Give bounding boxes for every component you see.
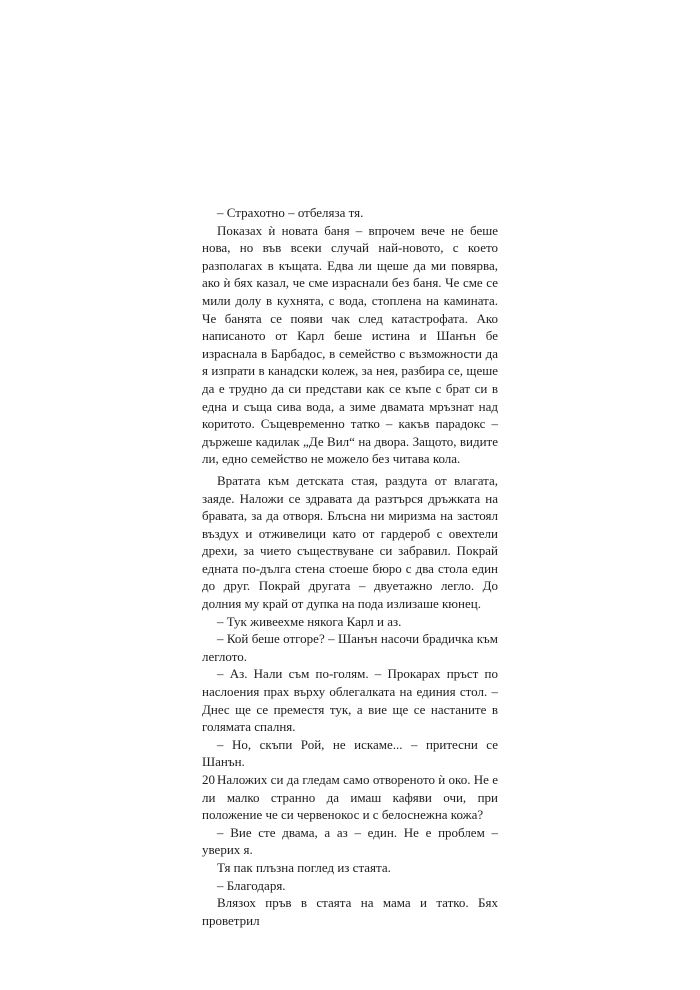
paragraph: Влязох пръв в стаята на мама и татко. Бях проветрил	[202, 895, 498, 928]
paragraph: – Но, скъпи Рой, не искаме... – притесни се Шанън.	[202, 736, 498, 770]
paragraph: – Страхотно – отбеляза тя.	[217, 205, 364, 220]
paragraph: Наложих си да гледам само отвореното ѝ око. Не е ли малко странно да имаш кафяви очи, при положение че си червенокос и с белоснежна кожа?	[202, 772, 498, 823]
paragraph: – Вие сте двама, а аз – един. Не е проблем – уверих я.	[202, 824, 498, 858]
paragraph: Тя пак плъзна поглед из стаята.	[217, 859, 391, 875]
page-number: 20	[202, 772, 215, 787]
paragraph: – Кой беше отгоре? – Шанън насочи брадичка към леглото.	[202, 631, 498, 664]
paragraph: – Аз. Нали съм по-голям. – Прокарах пръст по наслоения прах върху облегалката на единия стол. – Днес ще се преместя тук, а вие ще се настаните в голямата спалня.	[202, 666, 498, 735]
paragraph: – Тук живеехме някога Карл и аз.	[217, 613, 402, 629]
paragraph: Вратата към детската стая, раздута от влагата, заяде. Наложи се здравата да разтърся дръжката на бравата, за да отворя. Блъсна ни миризма на застоял въздух и отживелици като от гардероб с овехтели дрехи, за чието съществуване си забравил. Покрай едната по-дълга стена стоеше бюро с два стола един до друг. Покрай другата – двуетажно легло. До долния му край от дупка на пода излизаше кюнец.	[202, 472, 498, 612]
body-text	[202, 204, 498, 929]
paragraph: Показах ѝ новата баня – впрочем вече не беше нова, но във всеки случай най-новото, с което разполагах в къщата. Едва ли щеше да ми повярва, ако ѝ бях казал, че сме израснали без баня. Че сме се мили долу в кухнята, с вода, стоплена на камината. Че банята се появи чак след катастрофата. Ако написаното от Карл беше истина и Шанън бе израснала в Барбадос, в семейство с възможности да я изпрати в канадски колеж, за нея, разбира се, щеше да е трудно да си представи как се къпе с брат си в една и съща сива вода, а зиме двамата мръзнат над коритото. Същевременно татко – какъв парадокс – държеше кадилак „Де Вил“ на двора. Защото, видите ли, едно семейство не можело без читава кола.	[202, 222, 498, 467]
paragraph: – Благодаря.	[217, 877, 286, 893]
